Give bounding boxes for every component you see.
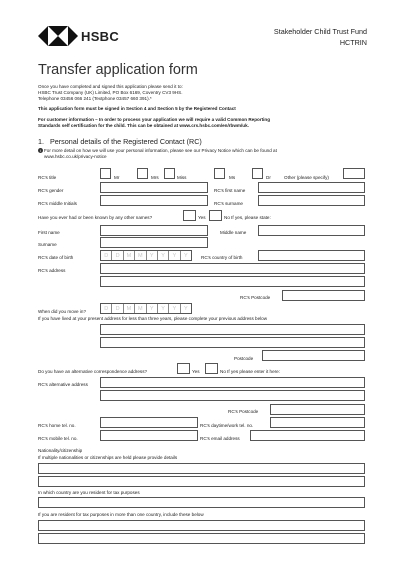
other-title-input[interactable] bbox=[343, 168, 365, 179]
hsbc-logo bbox=[38, 26, 78, 46]
page-title: Transfer application form bbox=[38, 62, 198, 78]
label-other: Other (please specify) bbox=[284, 175, 329, 180]
label-rc-home-tel: RC's home tel. no. bbox=[38, 423, 76, 428]
label-rc-middle-initials: RC's middle Initials bbox=[38, 201, 77, 206]
label-dr: Dr bbox=[266, 175, 271, 180]
checkbox-miss[interactable] bbox=[164, 168, 175, 179]
rc-alt-address-line-1[interactable] bbox=[100, 377, 365, 388]
rc-address-line-1[interactable] bbox=[100, 263, 365, 274]
date-cell[interactable]: Y bbox=[147, 251, 158, 260]
privacy-text-1: For more detail on how we will use your personal information, please see our Privacy Notice which can be found at bbox=[44, 148, 277, 153]
date-cell[interactable]: M bbox=[135, 251, 146, 260]
label-nationality: Nationality/citizenship bbox=[38, 448, 83, 453]
date-cell[interactable]: Y bbox=[158, 304, 169, 313]
label-mrs: Mrs bbox=[151, 175, 159, 180]
label-multi-nationality: If multiple nationalities or citizenships are held please provide details bbox=[38, 455, 178, 460]
checkbox-dr[interactable] bbox=[252, 168, 263, 179]
label-rc-email: RC's email address bbox=[200, 436, 240, 441]
move-in-date-input[interactable] bbox=[100, 303, 192, 314]
date-cell[interactable]: Y bbox=[183, 306, 188, 312]
intro-line-3: Telephone 03456 066 241 (Textphone 03457 660 391).* bbox=[38, 96, 152, 101]
hsbc-hexagon-icon bbox=[38, 26, 78, 46]
label-middle-name: Middle name bbox=[220, 230, 247, 235]
prev-address-line-2[interactable] bbox=[100, 337, 365, 348]
prev-address-line-1[interactable] bbox=[100, 324, 365, 335]
date-cell[interactable]: D bbox=[101, 251, 112, 260]
label-rc-gender: RC's gender bbox=[38, 188, 64, 193]
rc-gender-input[interactable] bbox=[100, 182, 208, 193]
label-rc-country-birth: RC's country of birth bbox=[201, 255, 243, 260]
label-prev-address-question: If you have lived at your present address for less than three years, please complete your previous address below bbox=[38, 316, 268, 321]
label-rc-postcode: RC's Postcode bbox=[240, 295, 271, 300]
customer-info-1: For customer information – In order to process your application we will require a valid Common Reporting bbox=[38, 117, 271, 122]
other-middle-name-input[interactable] bbox=[258, 225, 365, 236]
date-cell[interactable]: M bbox=[124, 304, 135, 313]
tax-multi-line-1[interactable] bbox=[38, 520, 365, 531]
label-first-name: First name bbox=[38, 230, 60, 235]
label-rc-title: RC's title bbox=[38, 175, 57, 180]
checkbox-other-names-yes[interactable] bbox=[183, 210, 196, 221]
checkbox-mr[interactable] bbox=[100, 168, 111, 179]
label-rc-surname: RC's surname bbox=[214, 201, 243, 206]
rc-alt-postcode-input[interactable] bbox=[270, 404, 365, 415]
rc-surname-input[interactable] bbox=[258, 195, 365, 206]
rc-address-line-2[interactable] bbox=[100, 276, 365, 287]
rc-middle-initials-input[interactable] bbox=[100, 195, 208, 206]
label-rc-dob: RC's date of birth bbox=[38, 255, 74, 260]
prev-postcode-input[interactable] bbox=[262, 350, 365, 361]
other-first-name-input[interactable] bbox=[100, 225, 208, 236]
date-cell[interactable]: Y bbox=[169, 304, 180, 313]
label-when-move-in: When did you move in? bbox=[38, 309, 87, 314]
tax-multi-line-2[interactable] bbox=[38, 533, 365, 544]
label-surname: Surname bbox=[38, 242, 57, 247]
label-other-names-question: Have you ever had or been known by any other names? bbox=[38, 215, 153, 220]
label-rc-address: RC's address bbox=[38, 268, 66, 273]
label-tax-multi-question: If you are resident for tax purposes in more than one country, include these below bbox=[38, 512, 204, 517]
info-icon: i bbox=[38, 148, 43, 153]
date-cell[interactable]: M bbox=[135, 304, 146, 313]
rc-postcode-input[interactable] bbox=[282, 290, 365, 301]
date-cell[interactable]: D bbox=[112, 251, 123, 260]
fund-title: Stakeholder Child Trust Fund bbox=[273, 27, 367, 36]
nationality-line-1[interactable] bbox=[38, 463, 365, 474]
section-number: 1. bbox=[38, 137, 44, 146]
label-tax-country-question: In which country are you resident for tax purposes bbox=[38, 490, 140, 495]
other-surname-input[interactable] bbox=[100, 237, 208, 248]
label-miss: Miss bbox=[177, 175, 187, 180]
label-alt-corr-question: Do you have an alternative correspondence address? bbox=[38, 369, 148, 374]
label-other-names-no: No If yes, please state: bbox=[224, 215, 271, 220]
checkbox-other-names-no[interactable] bbox=[209, 210, 222, 221]
brand-name: HSBC bbox=[81, 29, 120, 44]
rc-first-name-input[interactable] bbox=[258, 182, 365, 193]
date-cell[interactable]: Y bbox=[147, 304, 158, 313]
rc-mobile-tel-input[interactable] bbox=[100, 430, 198, 441]
label-alt-corr-no: No If yes please enter it here: bbox=[220, 369, 281, 374]
intro-line-1: Once you have completed and signed this application please send it to: bbox=[38, 84, 183, 89]
rc-email-input[interactable] bbox=[250, 430, 365, 441]
date-cell[interactable]: M bbox=[124, 251, 135, 260]
rc-daytime-tel-input[interactable] bbox=[270, 417, 365, 428]
label-alt-postcode: RC's Postcode bbox=[228, 409, 259, 414]
privacy-link[interactable]: www.hsbc.co.uk/privacy-notice bbox=[44, 154, 107, 159]
date-cell[interactable]: Y bbox=[158, 251, 169, 260]
label-other-names-yes: Yes bbox=[198, 215, 206, 220]
rc-country-birth-input[interactable] bbox=[258, 250, 365, 261]
label-rc-alt-address: RC's alternative address bbox=[38, 382, 88, 387]
checkbox-alt-corr-no[interactable] bbox=[205, 363, 218, 374]
label-ms: Ms bbox=[229, 175, 236, 180]
label-rc-first-name: RC's first name bbox=[214, 188, 246, 193]
nationality-line-2[interactable] bbox=[38, 476, 365, 487]
label-mr: Mr bbox=[114, 175, 120, 180]
signed-note: This application form must be signed in Section 4 and Section 5 by the Registered Contact bbox=[38, 106, 236, 111]
checkbox-alt-corr-yes[interactable] bbox=[177, 363, 190, 374]
date-cell[interactable]: D bbox=[112, 304, 123, 313]
checkbox-mrs[interactable] bbox=[137, 168, 148, 179]
form-code: HCTRIN bbox=[339, 38, 367, 47]
checkbox-ms[interactable] bbox=[214, 168, 225, 179]
label-alt-corr-yes: Yes bbox=[192, 369, 200, 374]
label-prev-postcode: Postcode bbox=[234, 356, 254, 361]
rc-dob-input[interactable] bbox=[100, 250, 192, 261]
date-cell[interactable]: Y bbox=[169, 251, 180, 260]
intro-line-2: HSBC Trust Company (UK) Limited, PO Box 6169, Coventry CV3 9HS. bbox=[38, 90, 183, 95]
label-rc-daytime-tel: RC's daytime/work tel. no. bbox=[200, 423, 254, 428]
date-cell[interactable]: Y bbox=[183, 253, 188, 259]
section-title: Personal details of the Registered Contact (RC) bbox=[50, 137, 202, 146]
customer-info-2: Standards self certification for the child. This can be obtained at www.crs.hsbc.com/en/rbwm/uk. bbox=[38, 123, 249, 128]
tax-country-line-1[interactable] bbox=[38, 497, 365, 508]
date-cell[interactable]: D bbox=[101, 304, 112, 313]
label-rc-mobile-tel: RC's mobile tel. no. bbox=[38, 436, 78, 441]
rc-home-tel-input[interactable] bbox=[100, 417, 198, 428]
rc-alt-address-line-2[interactable] bbox=[100, 390, 365, 401]
